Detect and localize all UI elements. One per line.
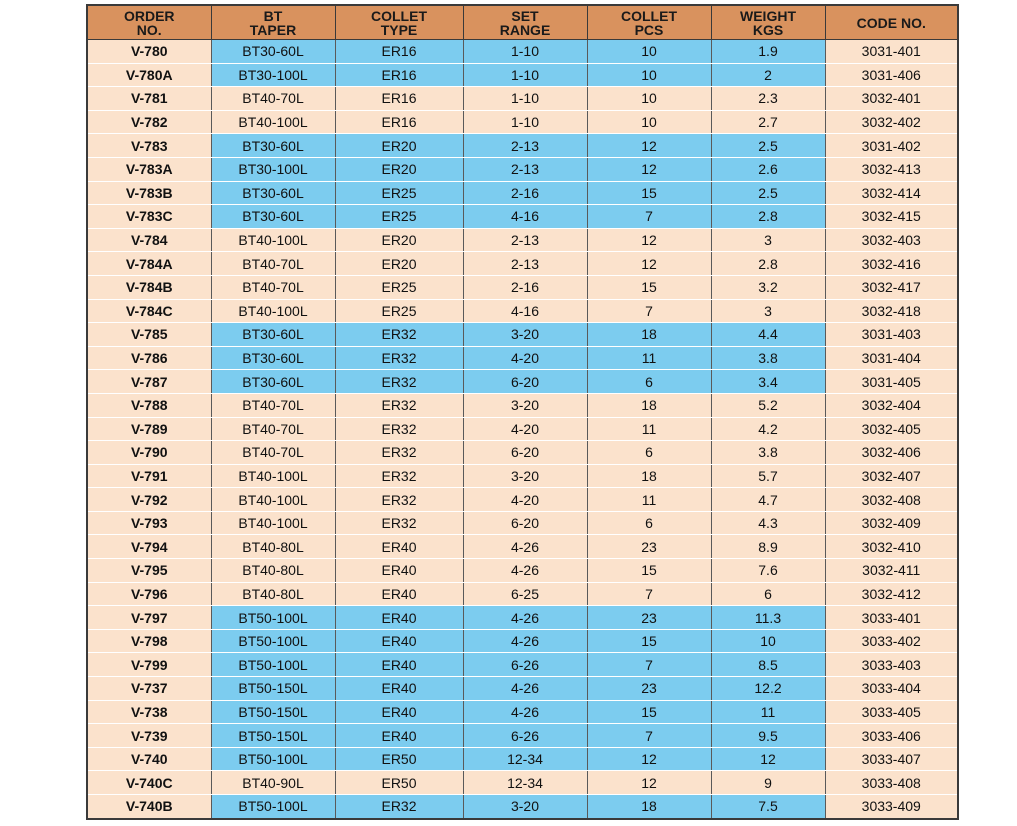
cell-weight-kgs: 1.9 xyxy=(711,40,825,64)
table-row xyxy=(87,441,958,465)
cell-collet-type: ER40 xyxy=(335,653,463,677)
table-row xyxy=(87,724,958,748)
cell-code-no: 3033-409 xyxy=(825,795,958,819)
cell-collet-type: ER32 xyxy=(335,417,463,441)
cell-weight-kgs: 2.5 xyxy=(711,181,825,205)
cell-collet-type: ER20 xyxy=(335,228,463,252)
cell-collet-pcs: 15 xyxy=(587,559,711,583)
cell-weight-kgs: 4.3 xyxy=(711,511,825,535)
cell-set-range: 1-10 xyxy=(463,63,587,87)
cell-order-no: V-792 xyxy=(87,488,211,512)
cell-collet-type: ER16 xyxy=(335,40,463,64)
cell-collet-type: ER40 xyxy=(335,606,463,630)
header-bt-taper: BT TAPER xyxy=(211,5,335,40)
cell-collet-pcs: 7 xyxy=(587,299,711,323)
cell-collet-type: ER40 xyxy=(335,677,463,701)
cell-bt-taper: BT40-90L xyxy=(211,771,335,795)
table-row xyxy=(87,205,958,229)
cell-code-no: 3032-417 xyxy=(825,275,958,299)
cell-code-no: 3032-412 xyxy=(825,582,958,606)
cell-bt-taper: BT50-100L xyxy=(211,629,335,653)
cell-code-no: 3033-401 xyxy=(825,606,958,630)
cell-set-range: 3-20 xyxy=(463,393,587,417)
table-row xyxy=(87,181,958,205)
cell-collet-type: ER25 xyxy=(335,299,463,323)
cell-collet-pcs: 12 xyxy=(587,134,711,158)
cell-order-no: V-794 xyxy=(87,535,211,559)
cell-collet-pcs: 15 xyxy=(587,275,711,299)
cell-bt-taper: BT30-60L xyxy=(211,346,335,370)
cell-code-no: 3032-405 xyxy=(825,417,958,441)
cell-code-no: 3032-406 xyxy=(825,441,958,465)
cell-order-no: V-740B xyxy=(87,795,211,819)
cell-code-no: 3031-401 xyxy=(825,40,958,64)
cell-collet-type: ER25 xyxy=(335,205,463,229)
cell-bt-taper: BT40-100L xyxy=(211,464,335,488)
table-row xyxy=(87,653,958,677)
cell-bt-taper: BT30-100L xyxy=(211,63,335,87)
cell-collet-type: ER16 xyxy=(335,63,463,87)
cell-set-range: 4-16 xyxy=(463,299,587,323)
cell-weight-kgs: 2.8 xyxy=(711,205,825,229)
cell-bt-taper: BT30-60L xyxy=(211,40,335,64)
cell-weight-kgs: 12.2 xyxy=(711,677,825,701)
table-row xyxy=(87,393,958,417)
cell-bt-taper: BT30-60L xyxy=(211,134,335,158)
cell-bt-taper: BT40-100L xyxy=(211,488,335,512)
cell-code-no: 3033-402 xyxy=(825,629,958,653)
cell-collet-type: ER20 xyxy=(335,157,463,181)
cell-collet-pcs: 12 xyxy=(587,747,711,771)
cell-set-range: 6-20 xyxy=(463,511,587,535)
cell-set-range: 4-26 xyxy=(463,700,587,724)
cell-order-no: V-798 xyxy=(87,629,211,653)
cell-order-no: V-785 xyxy=(87,323,211,347)
cell-order-no: V-787 xyxy=(87,370,211,394)
cell-collet-pcs: 23 xyxy=(587,606,711,630)
cell-code-no: 3032-403 xyxy=(825,228,958,252)
table-row xyxy=(87,417,958,441)
cell-order-no: V-789 xyxy=(87,417,211,441)
cell-collet-type: ER16 xyxy=(335,110,463,134)
cell-collet-type: ER32 xyxy=(335,795,463,819)
table-row xyxy=(87,370,958,394)
cell-code-no: 3032-408 xyxy=(825,488,958,512)
cell-collet-type: ER32 xyxy=(335,511,463,535)
cell-bt-taper: BT40-100L xyxy=(211,299,335,323)
table-row xyxy=(87,228,958,252)
cell-bt-taper: BT40-80L xyxy=(211,559,335,583)
cell-bt-taper: BT30-60L xyxy=(211,205,335,229)
cell-order-no: V-737 xyxy=(87,677,211,701)
cell-collet-type: ER40 xyxy=(335,724,463,748)
cell-bt-taper: BT50-100L xyxy=(211,747,335,771)
cell-bt-taper: BT40-70L xyxy=(211,252,335,276)
table-row xyxy=(87,346,958,370)
collet-chuck-set-table xyxy=(86,4,959,820)
header-set-range: SET RANGE xyxy=(463,5,587,40)
cell-collet-pcs: 11 xyxy=(587,488,711,512)
cell-order-no: V-793 xyxy=(87,511,211,535)
cell-set-range: 2-13 xyxy=(463,252,587,276)
cell-bt-taper: BT50-100L xyxy=(211,653,335,677)
cell-collet-pcs: 10 xyxy=(587,40,711,64)
cell-collet-pcs: 10 xyxy=(587,110,711,134)
cell-order-no: V-780A xyxy=(87,63,211,87)
cell-set-range: 2-16 xyxy=(463,275,587,299)
table-row xyxy=(87,488,958,512)
header-collet-type: COLLET TYPE xyxy=(335,5,463,40)
cell-code-no: 3031-403 xyxy=(825,323,958,347)
cell-weight-kgs: 12 xyxy=(711,747,825,771)
cell-weight-kgs: 6 xyxy=(711,582,825,606)
cell-set-range: 1-10 xyxy=(463,40,587,64)
cell-weight-kgs: 5.2 xyxy=(711,393,825,417)
cell-bt-taper: BT40-70L xyxy=(211,417,335,441)
cell-weight-kgs: 8.5 xyxy=(711,653,825,677)
cell-set-range: 4-26 xyxy=(463,677,587,701)
table-row xyxy=(87,582,958,606)
cell-bt-taper: BT40-80L xyxy=(211,582,335,606)
table-row xyxy=(87,87,958,111)
cell-set-range: 4-20 xyxy=(463,417,587,441)
cell-code-no: 3032-402 xyxy=(825,110,958,134)
table-row xyxy=(87,559,958,583)
cell-order-no: V-784B xyxy=(87,275,211,299)
cell-collet-pcs: 15 xyxy=(587,629,711,653)
cell-set-range: 1-10 xyxy=(463,87,587,111)
cell-order-no: V-738 xyxy=(87,700,211,724)
cell-set-range: 3-20 xyxy=(463,464,587,488)
table-row xyxy=(87,134,958,158)
cell-set-range: 4-20 xyxy=(463,488,587,512)
table-row xyxy=(87,323,958,347)
table-body xyxy=(87,40,958,819)
cell-code-no: 3032-418 xyxy=(825,299,958,323)
cell-set-range: 6-26 xyxy=(463,653,587,677)
cell-weight-kgs: 11.3 xyxy=(711,606,825,630)
cell-bt-taper: BT40-100L xyxy=(211,228,335,252)
cell-order-no: V-788 xyxy=(87,393,211,417)
cell-set-range: 1-10 xyxy=(463,110,587,134)
cell-collet-type: ER32 xyxy=(335,370,463,394)
cell-order-no: V-796 xyxy=(87,582,211,606)
cell-code-no: 3031-405 xyxy=(825,370,958,394)
cell-bt-taper: BT50-150L xyxy=(211,724,335,748)
table-row xyxy=(87,157,958,181)
cell-set-range: 2-13 xyxy=(463,228,587,252)
cell-collet-pcs: 18 xyxy=(587,393,711,417)
cell-order-no: V-784 xyxy=(87,228,211,252)
cell-bt-taper: BT40-80L xyxy=(211,535,335,559)
cell-weight-kgs: 3 xyxy=(711,299,825,323)
header-row xyxy=(87,5,958,40)
cell-order-no: V-795 xyxy=(87,559,211,583)
cell-order-no: V-799 xyxy=(87,653,211,677)
table-row xyxy=(87,771,958,795)
table-row xyxy=(87,747,958,771)
cell-collet-type: ER40 xyxy=(335,700,463,724)
table-row xyxy=(87,606,958,630)
cell-order-no: V-786 xyxy=(87,346,211,370)
cell-weight-kgs: 3.8 xyxy=(711,346,825,370)
cell-collet-type: ER40 xyxy=(335,559,463,583)
cell-collet-pcs: 10 xyxy=(587,63,711,87)
cell-set-range: 6-25 xyxy=(463,582,587,606)
cell-collet-type: ER25 xyxy=(335,275,463,299)
cell-set-range: 6-20 xyxy=(463,441,587,465)
cell-collet-pcs: 6 xyxy=(587,441,711,465)
cell-order-no: V-784A xyxy=(87,252,211,276)
header-code-no: CODE NO. xyxy=(825,5,958,40)
cell-collet-type: ER50 xyxy=(335,747,463,771)
cell-collet-pcs: 15 xyxy=(587,181,711,205)
cell-code-no: 3031-402 xyxy=(825,134,958,158)
cell-weight-kgs: 3.8 xyxy=(711,441,825,465)
cell-bt-taper: BT40-100L xyxy=(211,511,335,535)
cell-code-no: 3032-410 xyxy=(825,535,958,559)
cell-collet-pcs: 18 xyxy=(587,795,711,819)
cell-collet-pcs: 12 xyxy=(587,252,711,276)
cell-weight-kgs: 5.7 xyxy=(711,464,825,488)
cell-collet-pcs: 6 xyxy=(587,370,711,394)
cell-code-no: 3031-404 xyxy=(825,346,958,370)
cell-collet-pcs: 7 xyxy=(587,205,711,229)
cell-collet-type: ER16 xyxy=(335,87,463,111)
cell-bt-taper: BT50-150L xyxy=(211,700,335,724)
table-row xyxy=(87,700,958,724)
cell-collet-pcs: 6 xyxy=(587,511,711,535)
cell-bt-taper: BT30-60L xyxy=(211,181,335,205)
cell-set-range: 3-20 xyxy=(463,795,587,819)
cell-weight-kgs: 10 xyxy=(711,629,825,653)
cell-weight-kgs: 2.5 xyxy=(711,134,825,158)
cell-bt-taper: BT50-150L xyxy=(211,677,335,701)
cell-order-no: V-739 xyxy=(87,724,211,748)
table-row xyxy=(87,464,958,488)
cell-bt-taper: BT50-100L xyxy=(211,606,335,630)
cell-collet-type: ER50 xyxy=(335,771,463,795)
table-row xyxy=(87,63,958,87)
cell-weight-kgs: 4.2 xyxy=(711,417,825,441)
cell-code-no: 3033-407 xyxy=(825,747,958,771)
cell-order-no: V-797 xyxy=(87,606,211,630)
table-row xyxy=(87,299,958,323)
cell-code-no: 3033-405 xyxy=(825,700,958,724)
cell-collet-pcs: 7 xyxy=(587,653,711,677)
cell-set-range: 12-34 xyxy=(463,747,587,771)
cell-collet-pcs: 11 xyxy=(587,417,711,441)
cell-weight-kgs: 2.3 xyxy=(711,87,825,111)
cell-order-no: V-790 xyxy=(87,441,211,465)
cell-bt-taper: BT50-100L xyxy=(211,795,335,819)
cell-weight-kgs: 4.7 xyxy=(711,488,825,512)
table-header xyxy=(87,5,958,40)
cell-collet-type: ER32 xyxy=(335,441,463,465)
cell-set-range: 4-20 xyxy=(463,346,587,370)
cell-order-no: V-783A xyxy=(87,157,211,181)
cell-order-no: V-784C xyxy=(87,299,211,323)
cell-weight-kgs: 2 xyxy=(711,63,825,87)
cell-collet-pcs: 18 xyxy=(587,464,711,488)
cell-bt-taper: BT40-100L xyxy=(211,110,335,134)
cell-collet-pcs: 7 xyxy=(587,724,711,748)
cell-code-no: 3032-404 xyxy=(825,393,958,417)
cell-order-no: V-783B xyxy=(87,181,211,205)
cell-bt-taper: BT30-60L xyxy=(211,323,335,347)
cell-collet-type: ER32 xyxy=(335,464,463,488)
cell-code-no: 3032-401 xyxy=(825,87,958,111)
cell-bt-taper: BT30-60L xyxy=(211,370,335,394)
cell-set-range: 4-26 xyxy=(463,535,587,559)
cell-order-no: V-740C xyxy=(87,771,211,795)
cell-set-range: 4-26 xyxy=(463,629,587,653)
cell-set-range: 6-20 xyxy=(463,370,587,394)
cell-set-range: 4-16 xyxy=(463,205,587,229)
cell-weight-kgs: 7.6 xyxy=(711,559,825,583)
cell-collet-type: ER40 xyxy=(335,582,463,606)
cell-weight-kgs: 2.7 xyxy=(711,110,825,134)
table-row xyxy=(87,511,958,535)
cell-order-no: V-791 xyxy=(87,464,211,488)
cell-weight-kgs: 7.5 xyxy=(711,795,825,819)
cell-collet-type: ER32 xyxy=(335,346,463,370)
cell-weight-kgs: 3.4 xyxy=(711,370,825,394)
cell-weight-kgs: 3 xyxy=(711,228,825,252)
cell-set-range: 2-16 xyxy=(463,181,587,205)
cell-set-range: 2-13 xyxy=(463,157,587,181)
cell-code-no: 3032-413 xyxy=(825,157,958,181)
cell-order-no: V-782 xyxy=(87,110,211,134)
table-row xyxy=(87,275,958,299)
cell-set-range: 4-26 xyxy=(463,559,587,583)
cell-collet-pcs: 18 xyxy=(587,323,711,347)
cell-collet-type: ER32 xyxy=(335,488,463,512)
cell-code-no: 3033-406 xyxy=(825,724,958,748)
header-collet-pcs: COLLET PCS xyxy=(587,5,711,40)
cell-code-no: 3033-408 xyxy=(825,771,958,795)
cell-code-no: 3032-409 xyxy=(825,511,958,535)
cell-collet-pcs: 10 xyxy=(587,87,711,111)
cell-collet-type: ER32 xyxy=(335,393,463,417)
cell-weight-kgs: 3.2 xyxy=(711,275,825,299)
cell-bt-taper: BT40-70L xyxy=(211,275,335,299)
cell-collet-type: ER20 xyxy=(335,252,463,276)
cell-collet-type: ER20 xyxy=(335,134,463,158)
table-row xyxy=(87,629,958,653)
table-row xyxy=(87,795,958,819)
cell-code-no: 3032-416 xyxy=(825,252,958,276)
cell-order-no: V-780 xyxy=(87,40,211,64)
table-row xyxy=(87,677,958,701)
cell-collet-type: ER25 xyxy=(335,181,463,205)
cell-bt-taper: BT40-70L xyxy=(211,441,335,465)
cell-collet-pcs: 23 xyxy=(587,535,711,559)
cell-weight-kgs: 2.6 xyxy=(711,157,825,181)
cell-collet-type: ER40 xyxy=(335,535,463,559)
cell-collet-pcs: 12 xyxy=(587,228,711,252)
cell-order-no: V-783C xyxy=(87,205,211,229)
cell-bt-taper: BT30-100L xyxy=(211,157,335,181)
table-row xyxy=(87,535,958,559)
cell-set-range: 3-20 xyxy=(463,323,587,347)
cell-weight-kgs: 2.8 xyxy=(711,252,825,276)
cell-code-no: 3032-411 xyxy=(825,559,958,583)
cell-collet-pcs: 23 xyxy=(587,677,711,701)
cell-collet-type: ER40 xyxy=(335,629,463,653)
cell-bt-taper: BT40-70L xyxy=(211,87,335,111)
cell-code-no: 3031-406 xyxy=(825,63,958,87)
cell-bt-taper: BT40-70L xyxy=(211,393,335,417)
cell-weight-kgs: 4.4 xyxy=(711,323,825,347)
cell-collet-pcs: 12 xyxy=(587,157,711,181)
cell-collet-pcs: 15 xyxy=(587,700,711,724)
cell-set-range: 6-26 xyxy=(463,724,587,748)
cell-set-range: 2-13 xyxy=(463,134,587,158)
cell-code-no: 3033-404 xyxy=(825,677,958,701)
cell-code-no: 3033-403 xyxy=(825,653,958,677)
cell-set-range: 4-26 xyxy=(463,606,587,630)
cell-code-no: 3032-414 xyxy=(825,181,958,205)
header-weight-kgs: WEIGHT KGS xyxy=(711,5,825,40)
cell-weight-kgs: 8.9 xyxy=(711,535,825,559)
cell-collet-pcs: 7 xyxy=(587,582,711,606)
cell-set-range: 12-34 xyxy=(463,771,587,795)
table-row xyxy=(87,252,958,276)
cell-weight-kgs: 9.5 xyxy=(711,724,825,748)
cell-collet-pcs: 11 xyxy=(587,346,711,370)
cell-order-no: V-783 xyxy=(87,134,211,158)
cell-code-no: 3032-415 xyxy=(825,205,958,229)
cell-code-no: 3032-407 xyxy=(825,464,958,488)
cell-weight-kgs: 11 xyxy=(711,700,825,724)
table-row xyxy=(87,110,958,134)
cell-order-no: V-740 xyxy=(87,747,211,771)
cell-collet-pcs: 12 xyxy=(587,771,711,795)
table-row xyxy=(87,40,958,64)
cell-weight-kgs: 9 xyxy=(711,771,825,795)
cell-collet-type: ER32 xyxy=(335,323,463,347)
header-order-no: ORDER NO. xyxy=(87,5,211,40)
cell-order-no: V-781 xyxy=(87,87,211,111)
